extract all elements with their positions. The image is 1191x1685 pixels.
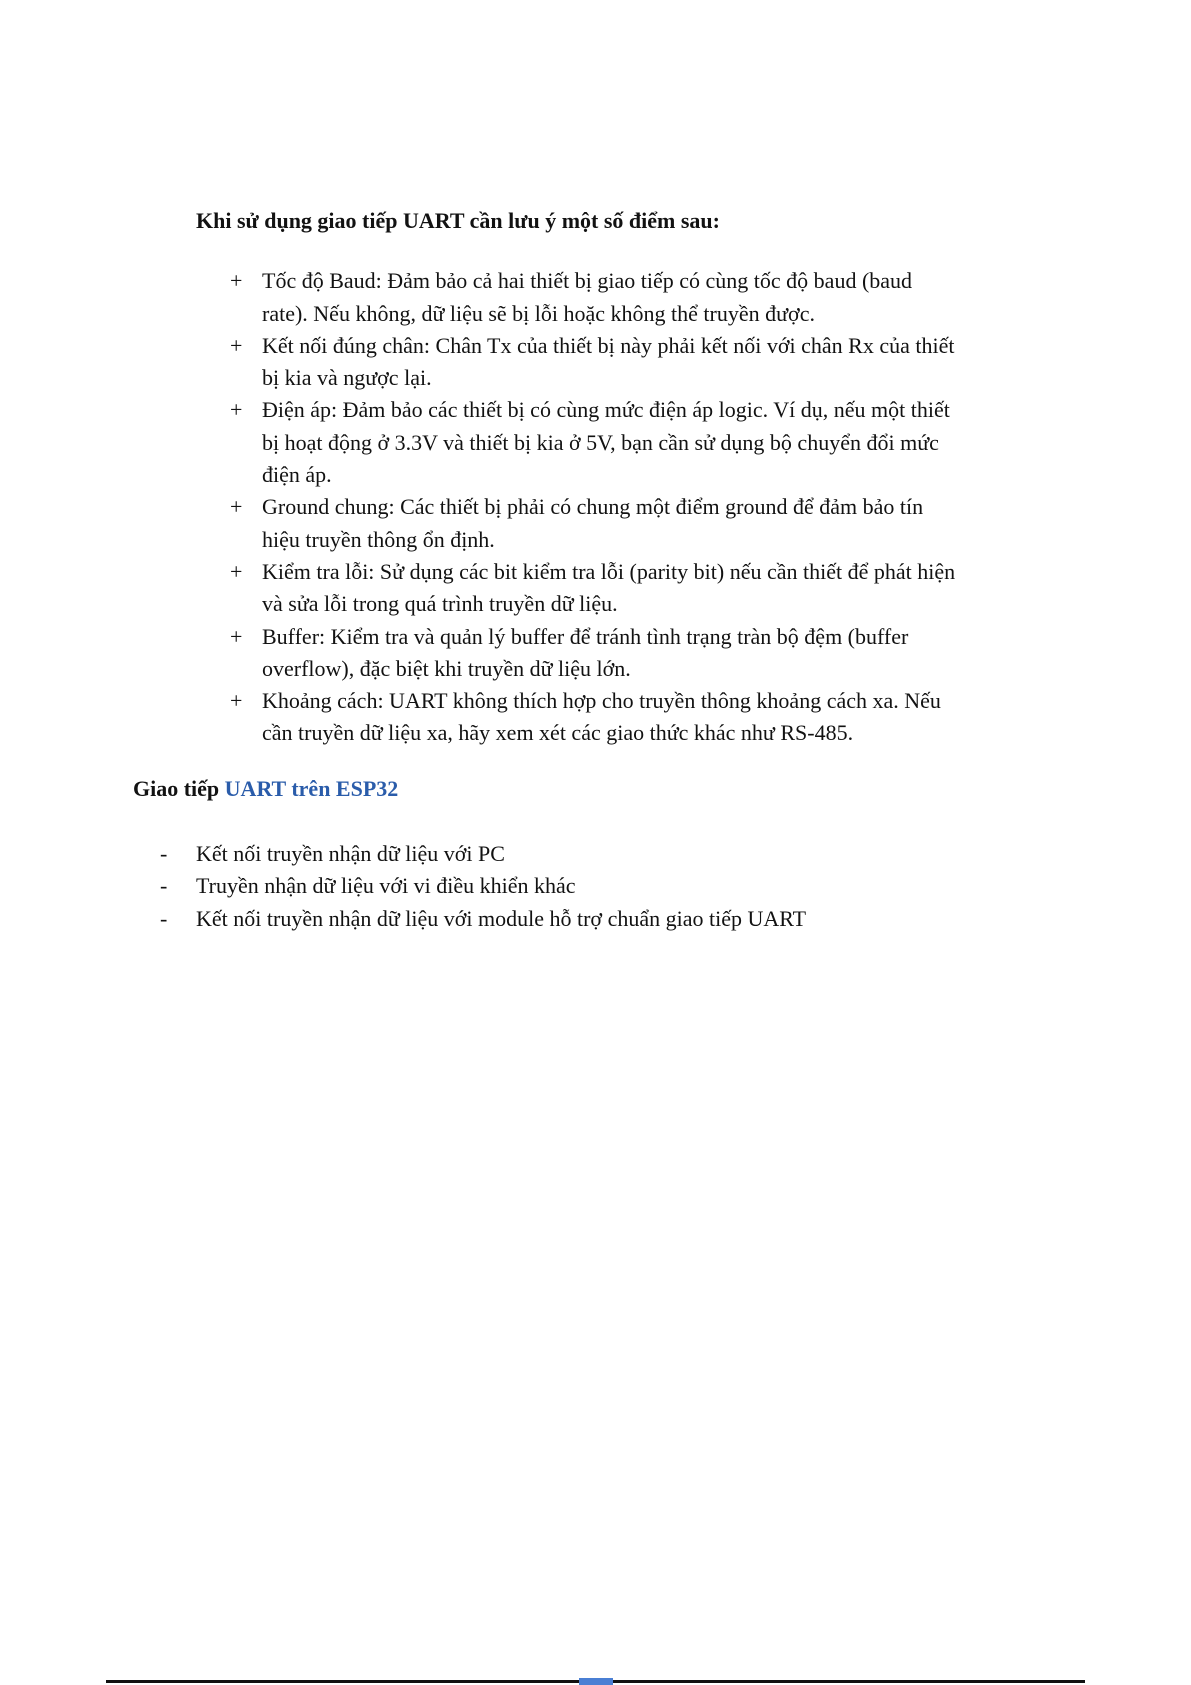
bullet-marker: + (230, 332, 243, 358)
list-item (230, 330, 1091, 395)
section1-heading: Khi sử dụng giao tiếp UART cần lưu ý một số điểm sau: (196, 208, 720, 233)
section1-list (230, 265, 1091, 749)
list-item (160, 903, 1091, 935)
dash-marker: - (160, 873, 168, 899)
page-bottom-rule (106, 1680, 1085, 1683)
list-item-text: Kiểm tra lỗi: Sử dụng các bit kiểm tra lỗi (parity bit) nếu cần thiết để phát hiện và sửa lỗi trong quá trình truyền dữ liệu. (262, 558, 956, 617)
list-item-text: Truyền nhận dữ liệu với vi điều khiển khác (196, 873, 576, 899)
list-item-text: Kết nối truyền nhận dữ liệu với module hỗ trợ chuẩn giao tiếp UART (196, 905, 807, 931)
dash-marker: - (160, 905, 168, 931)
bullet-marker: + (230, 558, 243, 584)
list-item (230, 685, 1091, 750)
bullet-marker: + (230, 688, 243, 714)
bottom-rule-blue-chip (579, 1678, 613, 1685)
list-item (230, 265, 1091, 330)
list-item-text: Buffer: Kiểm tra và quản lý buffer để tránh tình trạng tràn bộ đệm (buffer overflow), đặc biệt khi truyền dữ liệu lớn. (262, 623, 909, 681)
list-item-text: Tốc độ Baud: Đảm bảo cả hai thiết bị giao tiếp có cùng tốc độ baud (baud rate). Nếu không, dữ liệu sẽ bị lỗi hoặc không thể truyền được. (262, 268, 913, 326)
list-item (230, 556, 1091, 621)
section2-list (160, 838, 1091, 935)
list-item (230, 621, 1091, 686)
list-item (230, 491, 1091, 556)
list-item (160, 838, 1091, 870)
list-item-text: Điện áp: Đảm bảo các thiết bị có cùng mức điện áp logic. Ví dụ, nếu một thiết bị hoạt động ở 3.3V và thiết bị kia ở 5V, bạn cần sử dụng bộ chuyển đổi mức điện áp. (262, 397, 950, 488)
section2-heading-prefix: Giao tiếp (133, 775, 225, 801)
list-item (160, 870, 1091, 902)
section2-heading-link: UART trên ESP32 (224, 775, 399, 801)
bullet-marker: + (230, 494, 243, 520)
list-item-text: Kết nối truyền nhận dữ liệu với PC (196, 841, 505, 867)
bullet-marker: + (230, 268, 243, 294)
list-item-text: Ground chung: Các thiết bị phải có chung một điểm ground để đảm bảo tín hiệu truyền thông ổn định. (262, 494, 924, 552)
bullet-marker: + (230, 397, 243, 423)
section2-heading (133, 773, 1091, 805)
list-item-text: Kết nối đúng chân: Chân Tx của thiết bị này phải kết nối với chân Rx của thiết bị kia và ngược lại. (262, 332, 955, 391)
dash-marker: - (160, 841, 168, 867)
list-item (230, 394, 1091, 491)
bullet-marker: + (230, 623, 243, 649)
list-item-text: Khoảng cách: UART không thích hợp cho truyền thông khoảng cách xa. Nếu cần truyền dữ liệu xa, hãy xem xét các giao thức khác như RS-485. (262, 688, 941, 746)
